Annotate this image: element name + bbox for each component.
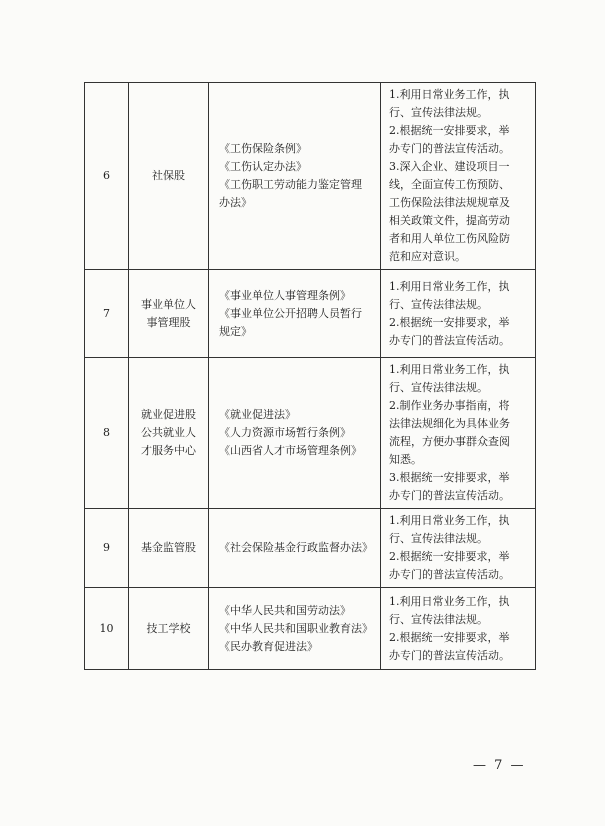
law-title-line: 规定》: [219, 324, 252, 338]
law-title-line: 《社会保险基金行政监督办法》: [219, 541, 373, 554]
page-number: — 7 —: [473, 758, 526, 773]
row-number: 6: [103, 169, 110, 182]
law-title-line: 《山西省人才市场管理条例》: [219, 444, 362, 457]
department-cell: [129, 509, 209, 588]
duty-text-line: 范和应对意识。: [389, 250, 466, 263]
table-row: [85, 270, 536, 358]
department-name-line: 事业单位人: [141, 297, 196, 311]
table-body: [85, 83, 536, 670]
row-number: 7: [103, 306, 110, 320]
table-row: [85, 588, 536, 670]
duties-cell: [381, 588, 536, 670]
department-name-line: 基金监管股: [141, 541, 196, 554]
duty-text-line: 行、宣传法律法规。: [389, 381, 488, 394]
duty-text-line: 工伤保险法律法规规章及: [389, 196, 510, 209]
row-number: 8: [103, 426, 110, 439]
duty-text-line: 1.利用日常业务工作，执: [389, 514, 510, 527]
law-title-line: 《工伤职工劳动能力鉴定管理: [219, 178, 362, 191]
law-title-line: 《工伤认定办法》: [219, 160, 307, 173]
law-title-line: 《中华人民共和国劳动法》: [219, 603, 351, 617]
duty-text-line: 1.利用日常业务工作，执: [389, 88, 510, 101]
law-title-line: 《人力资源市场暂行条例》: [219, 426, 351, 439]
law-title-line: 《中华人民共和国职业教育法》: [219, 621, 373, 635]
duty-text-line: 2.根据统一安排要求，举: [389, 124, 510, 137]
laws-cell: [209, 358, 381, 509]
department-name-line: 就业促进股: [141, 408, 196, 421]
row-number: 9: [103, 541, 110, 554]
duty-text-line: 1.利用日常业务工作，执: [389, 279, 510, 293]
department-name-line: 社保股: [152, 169, 185, 182]
law-title-line: 《工伤保险条例》: [219, 142, 307, 155]
duty-text-line: 行、宣传法律法规。: [389, 106, 488, 119]
department-cell: [129, 270, 209, 358]
law-title-line: 办法》: [219, 196, 252, 209]
law-publicity-table: [84, 82, 536, 670]
law-title-line: 《事业单位公开招聘人员暂行: [219, 306, 362, 320]
table-row: [85, 358, 536, 509]
law-title-line: 《事业单位人事管理条例》: [219, 288, 351, 302]
laws-cell: [209, 270, 381, 358]
row-number-cell: [85, 509, 129, 588]
department-cell: [129, 83, 209, 270]
duty-text-line: 办专门的普法宣传活动。: [389, 489, 510, 502]
duties-cell: [381, 270, 536, 358]
laws-cell: [209, 588, 381, 670]
duty-text-line: 行、宣传法律法规。: [389, 612, 488, 626]
department-name-line: 公共就业人: [141, 426, 196, 439]
duty-text-line: 3.深入企业、建设项目一: [389, 160, 510, 173]
duty-text-line: 2.根据统一安排要求，举: [389, 550, 510, 563]
laws-cell: [209, 509, 381, 588]
duty-text-line: 线，全面宣传工伤预防、: [389, 178, 510, 191]
duties-cell: [381, 509, 536, 588]
row-number: 10: [99, 621, 114, 635]
duty-text-line: 2.制作业务办事指南，将: [389, 399, 510, 412]
duty-text-line: 行、宣传法律法规。: [389, 532, 488, 545]
duty-text-line: 法律法规细化为具体业务: [389, 417, 510, 430]
duty-text-line: 者和用人单位工伤风险防: [389, 232, 510, 245]
duty-text-line: 办专门的普法宣传活动。: [389, 648, 510, 662]
duty-text-line: 2.根据统一安排要求，举: [389, 315, 510, 329]
law-title-line: 《就业促进法》: [219, 408, 296, 421]
row-number-cell: [85, 358, 129, 509]
duty-text-line: 办专门的普法宣传活动。: [389, 333, 510, 347]
duty-text-line: 行、宣传法律法规。: [389, 297, 488, 311]
duty-text-line: 办专门的普法宣传活动。: [389, 142, 510, 155]
duty-text-line: 流程，方便办事群众查阅: [389, 435, 510, 448]
duty-text-line: 相关政策文件，提高劳动: [389, 214, 510, 227]
duty-text-line: 1.利用日常业务工作，执: [389, 594, 510, 608]
table-row: [85, 83, 536, 270]
row-number-cell: [85, 270, 129, 358]
table-row: [85, 509, 536, 588]
department-name-line: 才服务中心: [141, 444, 196, 457]
row-number-cell: [85, 83, 129, 270]
duty-text-line: 知悉。: [389, 453, 422, 466]
duty-text-line: 2.根据统一安排要求，举: [389, 630, 510, 644]
duties-cell: [381, 83, 536, 270]
duty-text-line: 办专门的普法宣传活动。: [389, 568, 510, 581]
department-name-line: 事管理股: [146, 315, 191, 329]
row-number-cell: [85, 588, 129, 670]
department-cell: [129, 588, 209, 670]
duty-text-line: 3.根据统一安排要求，举: [389, 471, 510, 484]
department-cell: [129, 358, 209, 509]
laws-cell: [209, 83, 381, 270]
law-title-line: 《民办教育促进法》: [219, 639, 318, 653]
duties-cell: [381, 358, 536, 509]
department-name-line: 技工学校: [146, 621, 191, 635]
duty-text-line: 1.利用日常业务工作，执: [389, 363, 510, 376]
